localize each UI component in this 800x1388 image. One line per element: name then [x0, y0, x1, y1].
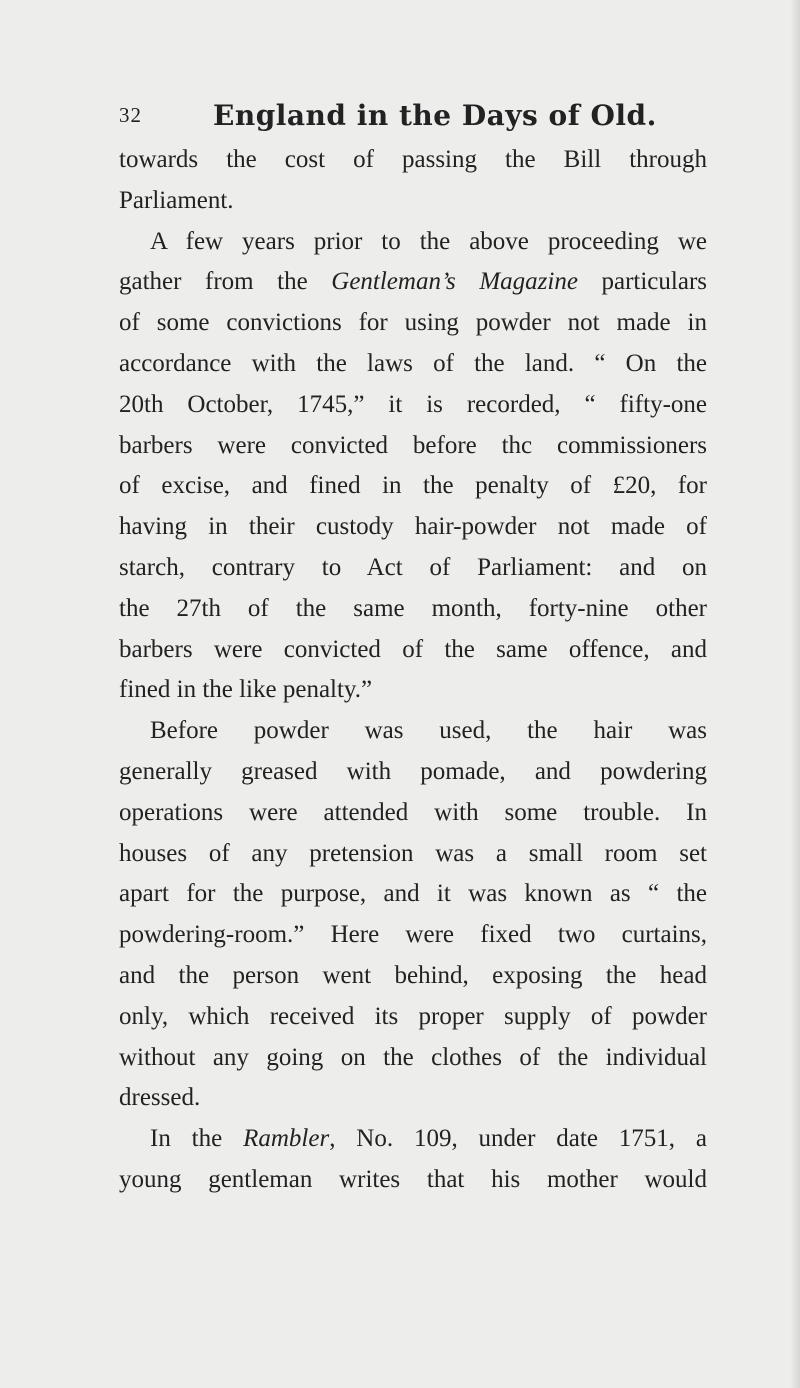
- page-edge-shadow: [790, 0, 800, 1388]
- text-line: young gentleman writes that his mother would: [119, 1165, 707, 1193]
- text-line: apart for the purpose, and it was known as “ the: [119, 880, 707, 908]
- text-line: barbers were convicted before thc commissioners: [119, 431, 707, 459]
- text-segment: In the: [150, 1125, 244, 1153]
- text-line: towards the cost of passing the Bill through: [119, 146, 707, 173]
- text-line: accordance with the laws of the land. “ On the: [119, 349, 707, 377]
- text-line: only, which received its proper supply of powder: [119, 1002, 707, 1030]
- text-line: 20th October, 1745,” it is recorded, “ fifty-one: [119, 390, 707, 418]
- page-number: 32: [119, 103, 142, 127]
- text-line: and the person went behind, exposing the head: [119, 961, 707, 989]
- text-line: Before powder was used, the hair was: [150, 717, 707, 745]
- running-title: England in the Days of Old.: [213, 99, 657, 132]
- text-line: dressed.: [119, 1084, 201, 1112]
- text-segment: , No. 109, under date 1751, a: [329, 1125, 707, 1153]
- text-line: without any going on the clothes of the individual: [119, 1043, 707, 1071]
- text-line: starch, contrary to Act of Parliament: and on: [119, 553, 707, 581]
- text-line: houses of any pretension was a small room set: [119, 839, 707, 867]
- text-line: generally greased with pomade, and powdering: [119, 757, 707, 785]
- text-line: having in their custody hair-powder not made of: [119, 513, 707, 541]
- text-line: the 27th of the same month, forty-nine other: [119, 594, 707, 622]
- page-header: [119, 97, 709, 137]
- text-segment: gather from the: [119, 268, 332, 296]
- text-line: [119, 262, 707, 303]
- text-line: of excise, and fined in the penalty of £20, for: [119, 472, 707, 500]
- text-line: of some convictions for using powder not made in: [119, 309, 707, 337]
- text-line: powdering-room.” Here were fixed two curtains,: [119, 921, 707, 949]
- text-line: [119, 1119, 707, 1160]
- text-line: fined in the like penalty.”: [119, 676, 373, 704]
- body-text: [119, 140, 707, 1201]
- italic-title: Gentleman’s Magazine: [331, 268, 578, 296]
- text-line: barbers were convicted of the same offence, and: [119, 635, 707, 663]
- text-line: A few years prior to the above proceeding we: [150, 227, 707, 255]
- text-line: Parliament.: [119, 186, 234, 214]
- text-line: operations were attended with some trouble. In: [119, 798, 707, 826]
- text-segment: particulars: [577, 268, 707, 296]
- italic-title: Rambler: [243, 1125, 330, 1153]
